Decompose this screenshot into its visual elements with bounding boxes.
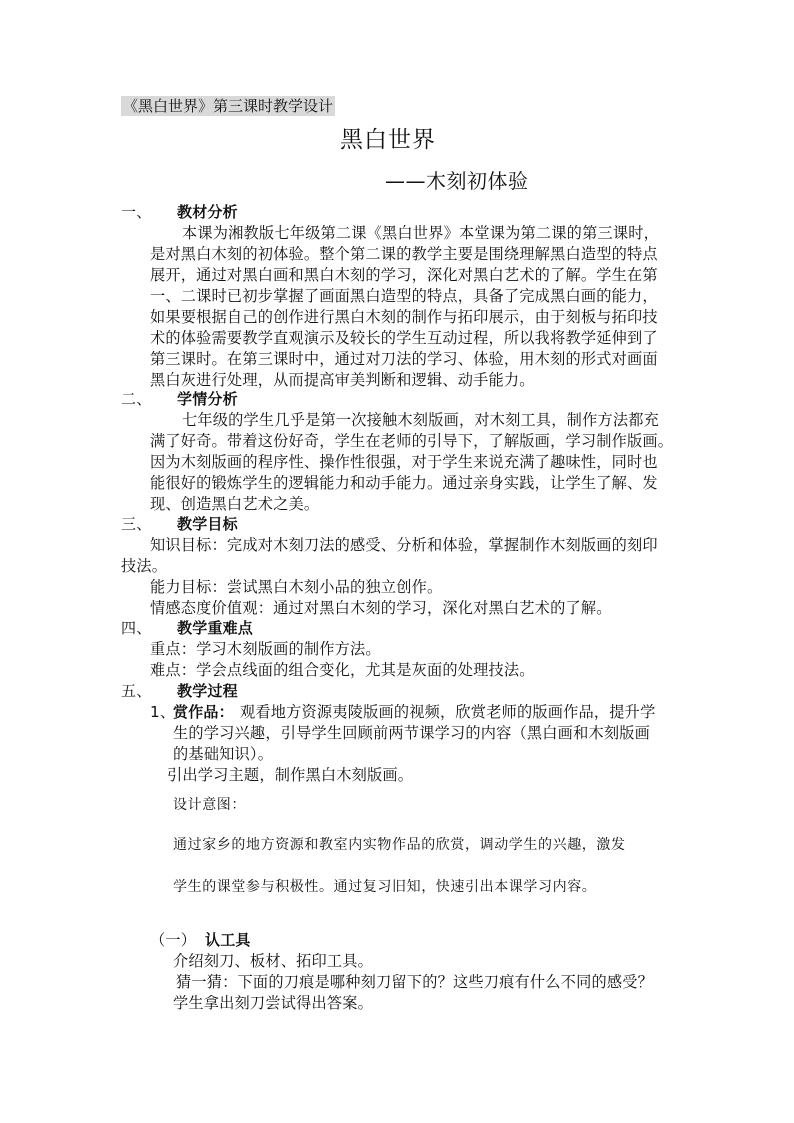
paragraph-line: 技法。	[121, 557, 168, 575]
paragraph-line: 展开，通过对黑白画和黑白木刻的学习，深化对黑白艺术的了解。学生在第	[150, 266, 658, 284]
paragraph-line: 如果要根据自己的创作进行黑白木刻的制作与拓印展示，由于刻板与拓印技	[150, 308, 658, 326]
paragraph-line: 难点：学会点线面的组合变化，尤其是灰面的处理技法。	[150, 661, 535, 679]
page-title: 黑白世界	[340, 127, 436, 153]
section-heading: 教学重难点	[177, 619, 254, 637]
paragraph-line: 的基础知识）。	[173, 745, 274, 763]
design-intent-line: 学生的课堂参与积极性。通过复习旧知，快速引出本课学习内容。	[173, 879, 597, 895]
paragraph-line: 引出学习主题，制作黑白木刻版画。	[167, 766, 414, 784]
section-number: 二、	[121, 390, 152, 408]
paragraph-line: 满了好奇。带着这份好奇，学生在老师的引导下，了解版画，学习制作版画。	[150, 432, 674, 450]
section-number: 四、	[121, 619, 152, 637]
document-label: 《黑白世界》第三课时教学设计	[123, 97, 334, 115]
paragraph-line: 观看地方资源夷陵版画的视频，欣赏老师的版画作品，提升学	[240, 703, 656, 721]
paragraph-line: 能很好的锻炼学生的逻辑能力和动手能力。通过亲身实践，让学生了解、发	[150, 474, 658, 492]
paragraph-line: 七年级的学生几乎是第一次接触木刻版画，对木刻工具，制作方法都充	[182, 411, 660, 429]
list-item-heading: 赏作品：	[173, 703, 234, 721]
paragraph-line: 术的体验需要教学直观演示及较长的学生互动过程，所以我将教学延伸到了	[150, 329, 658, 347]
list-item-number: 1、	[150, 703, 176, 721]
paragraph-line: 因为木刻版画的程序性、操作性很强，对于学生来说充满了趣味性，同时也	[150, 453, 658, 471]
section-heading: 教材分析	[177, 203, 238, 221]
section-heading: 学情分析	[177, 390, 238, 408]
paragraph-line: 第三课时。在第三课时中，通过对刀法的学习、体验，用木刻的形式对画面	[150, 350, 658, 368]
paragraph-line: 本课为湘教版七年级第二课《黑白世界》本堂课为第二课的第三课时，	[182, 224, 660, 242]
design-intent-line: 通过家乡的地方资源和教室内实物作品的欣赏，调动学生的兴趣，激发	[173, 837, 626, 853]
paragraph-line: 情感态度价值观：通过对黑白木刻的学习，深化对黑白艺术的了解。	[150, 599, 612, 617]
paragraph-line: 一、二课时已初步掌握了画面黑白造型的特点，具备了完成黑白画的能力，	[150, 287, 658, 305]
page-subtitle: ——木刻初体验	[385, 169, 529, 193]
paragraph-line: 是对黑白木刻的初体验。整个第二课的教学主要是围绕理解黑白造型的特点	[150, 245, 658, 263]
paragraph-line: 介绍刻刀、板材、拓印工具。	[173, 952, 374, 970]
paragraph-line: 学生拿出刻刀尝试得出答案。	[173, 994, 374, 1012]
paragraph-line: 知识目标：完成对木刻刀法的感受、分析和体验，掌握制作木刻版画的刻印	[150, 536, 658, 554]
subsection-heading: 认工具	[205, 931, 251, 949]
paragraph-line: 重点：学习木刻版画的制作方法。	[150, 640, 381, 658]
paragraph-line: 生的学习兴趣，引导学生回顾前两节课学习的内容（黑白画和木刻版画	[173, 724, 651, 742]
section-number: 三、	[121, 515, 152, 533]
subsection-number: （一）	[150, 931, 197, 949]
paragraph-line: 猜一猜：下面的刀痕是哪种刻刀留下的？这些刀痕有什么不同的感受？	[176, 973, 654, 991]
section-number: 一、	[121, 203, 152, 221]
section-heading: 教学过程	[177, 682, 238, 700]
section-number: 五、	[121, 682, 152, 700]
paragraph-line: 黑白灰进行处理，从而提高审美判断和逻辑、动手能力。	[150, 371, 535, 389]
section-heading: 教学目标	[177, 515, 238, 533]
paragraph-line: 能力目标：尝试黑白木刻小品的独立创作。	[150, 578, 443, 596]
paragraph-line: 现、创造黑白艺术之美。	[150, 495, 320, 513]
design-intent-label: 设计意图：	[173, 797, 246, 813]
